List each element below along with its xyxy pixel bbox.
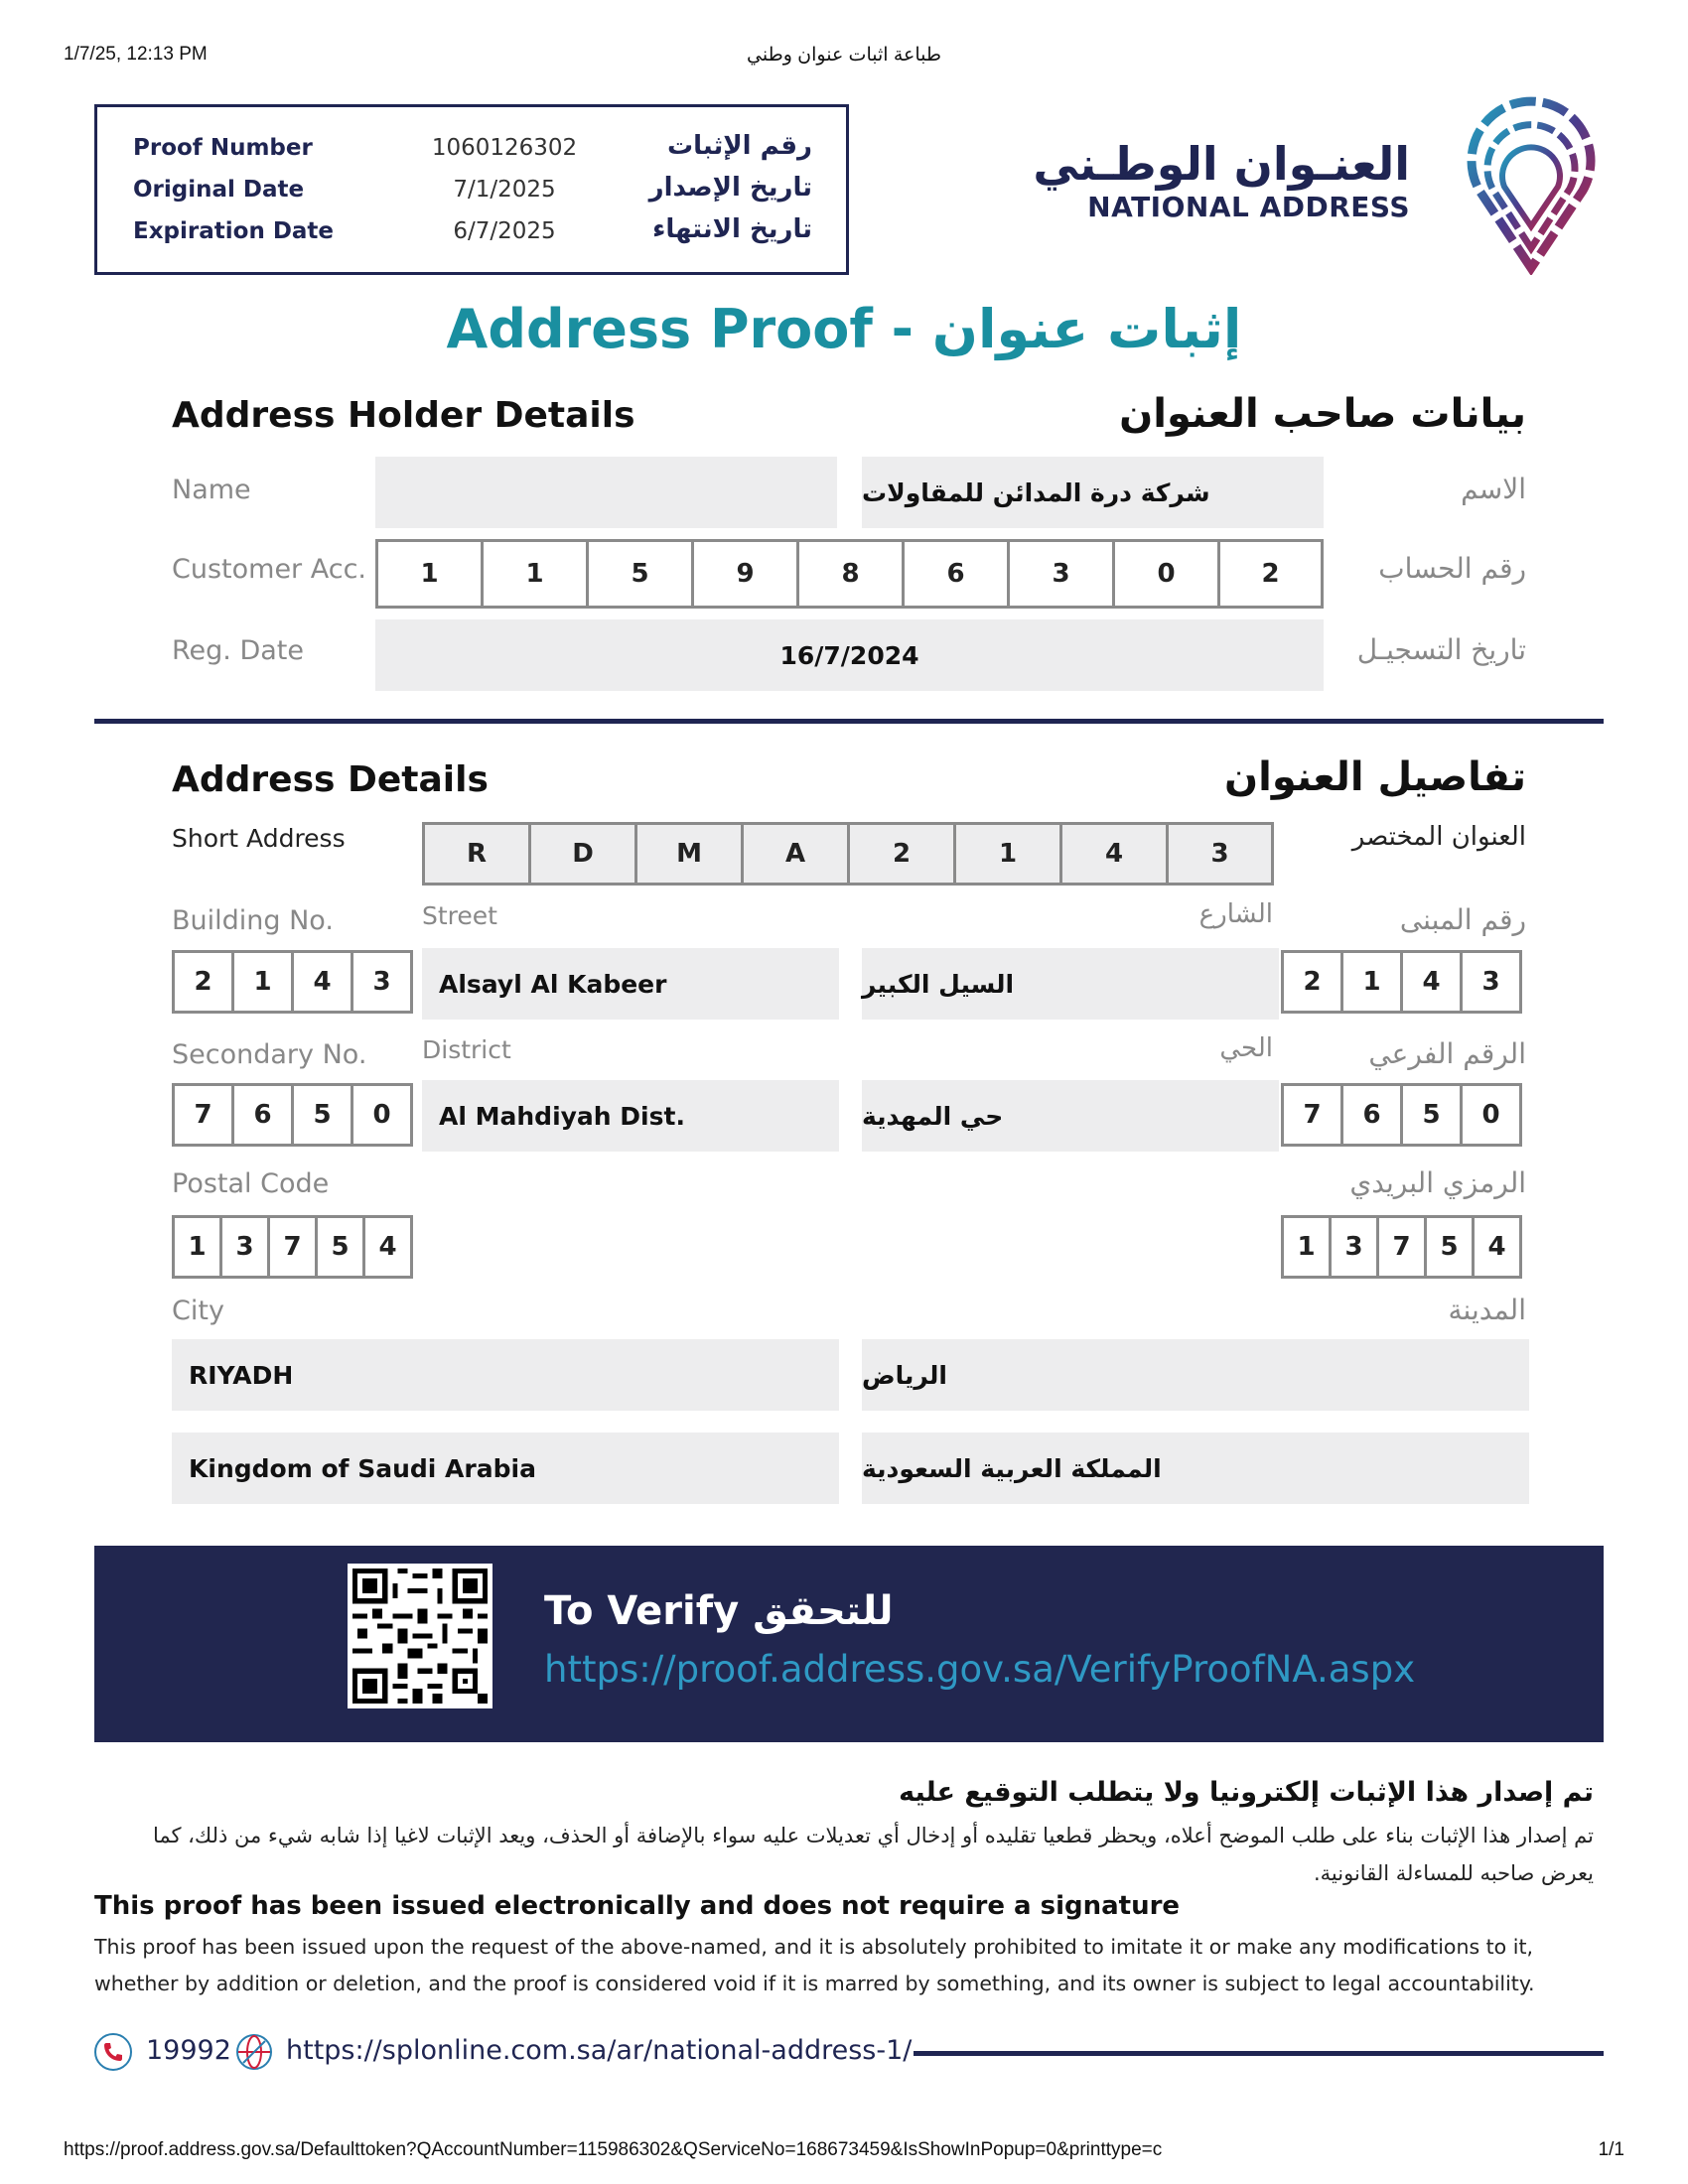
account-digit: 8 xyxy=(796,539,905,609)
name-value-ar: شركة درة المدائن للمقاولات xyxy=(862,478,1210,507)
city-label-ar: المدينة xyxy=(1448,1294,1526,1326)
reg-date-field xyxy=(375,619,1324,691)
short-address-char: A xyxy=(741,822,850,886)
postal-label-ar: الرمزي البريدي xyxy=(1349,1166,1526,1199)
account-digit: 6 xyxy=(902,539,1010,609)
country-value-en: Kingdom of Saudi Arabia xyxy=(189,1453,536,1483)
postal-digit: 3 xyxy=(219,1215,270,1279)
short-address-label-ar: العنوان المختصر xyxy=(1351,822,1526,852)
postal-digit: 4 xyxy=(1472,1215,1522,1279)
short-address-char: D xyxy=(528,822,637,886)
section-divider xyxy=(94,719,1604,724)
building-digit: 3 xyxy=(351,950,413,1014)
postal-digit: 7 xyxy=(267,1215,318,1279)
street-field-ar xyxy=(862,948,1279,1020)
notice-title-ar: تم إصدار هذا الإثبات إلكترونيا ولا يتطلب التوقيع عليه xyxy=(899,1777,1594,1808)
street-field-en xyxy=(422,948,839,1020)
short-address-char: 1 xyxy=(953,822,1062,886)
secondary-label-ar: الرقم الفرعي xyxy=(1368,1037,1526,1070)
district-value-ar: حي المهدية xyxy=(862,1101,1004,1131)
print-datetime: 1/7/25, 12:13 PM xyxy=(64,44,208,65)
globe-icon xyxy=(235,2033,273,2071)
street-value-ar: السيل الكبير xyxy=(862,969,1015,999)
district-field-ar xyxy=(862,1080,1279,1152)
street-label-en: Street xyxy=(422,901,497,930)
proof-info-box xyxy=(94,104,849,275)
district-label-en: District xyxy=(422,1035,511,1064)
city-value-en: RIYADH xyxy=(189,1360,294,1390)
secondary-digit: 0 xyxy=(351,1083,413,1147)
footer-divider xyxy=(914,2051,1604,2056)
postal-digit: 1 xyxy=(1281,1215,1332,1279)
country-field-en xyxy=(172,1433,839,1504)
district-value-en: Al Mahdiyah Dist. xyxy=(439,1101,685,1131)
logo-text-en: NATIONAL ADDRESS xyxy=(1087,191,1410,223)
city-field-en xyxy=(172,1339,839,1411)
building-digit: 2 xyxy=(1281,950,1343,1014)
print-page-number: 1/1 xyxy=(1598,2139,1624,2160)
building-digit: 2 xyxy=(172,950,234,1014)
account-label-en: Customer Acc. xyxy=(172,554,367,585)
account-digit: 2 xyxy=(1217,539,1324,609)
secondary-digit: 5 xyxy=(1400,1083,1463,1147)
postal-digit: 5 xyxy=(1424,1215,1475,1279)
building-digit: 3 xyxy=(1460,950,1522,1014)
country-field-ar xyxy=(862,1433,1529,1504)
account-label-ar: رقم الحساب xyxy=(1378,552,1526,585)
original-date-row xyxy=(97,173,846,212)
account-number-cells xyxy=(375,539,1324,609)
account-digit: 1 xyxy=(481,539,589,609)
secondary-digit: 6 xyxy=(1340,1083,1403,1147)
district-label-ar: الحي xyxy=(1219,1033,1273,1063)
proof-number-label-en: Proof Number xyxy=(133,135,313,161)
holder-title-en: Address Holder Details xyxy=(172,395,635,436)
building-label-en: Building No. xyxy=(172,905,334,936)
proof-number-row xyxy=(97,131,846,171)
national-address-logo-icon xyxy=(1445,91,1618,275)
postal-label-en: Postal Code xyxy=(172,1168,330,1199)
building-label-ar: رقم المبنى xyxy=(1399,903,1526,936)
district-field-en xyxy=(422,1080,839,1152)
notice-body-ar: تم إصدار هذا الإثبات بناء على طلب الموضح أعلاه، ويحظر قطعيا تقليده أو إدخال أي تعديلات عليه سواء بالإضافة أو الحذف، ويعد الإثبات لاغيا إذا شابه شيء من ذلك، كما يعرض صاحبه للمساءلة القانونية. xyxy=(152,1824,1594,1885)
secondary-digit: 0 xyxy=(1460,1083,1522,1147)
name-field-ar xyxy=(862,457,1324,528)
postal-code-cells-en xyxy=(172,1215,413,1279)
short-address-char: 4 xyxy=(1059,822,1169,886)
short-address-char: R xyxy=(422,822,531,886)
secondary-digit: 7 xyxy=(1281,1083,1343,1147)
account-digit: 9 xyxy=(691,539,799,609)
secondary-digit: 6 xyxy=(231,1083,294,1147)
original-date-value: 7/1/2025 xyxy=(453,177,556,203)
reg-date-label-ar: تاريخ التسجيـل xyxy=(1356,633,1526,666)
postal-digit: 5 xyxy=(315,1215,365,1279)
building-digit: 1 xyxy=(231,950,294,1014)
short-address-char: 3 xyxy=(1166,822,1274,886)
city-field-ar xyxy=(862,1339,1529,1411)
postal-digit: 3 xyxy=(1329,1215,1379,1279)
short-address-char: 2 xyxy=(847,822,956,886)
building-digit: 4 xyxy=(291,950,353,1014)
secondary-digit: 5 xyxy=(291,1083,353,1147)
postal-digit: 1 xyxy=(172,1215,222,1279)
verify-link[interactable]: https://proof.address.gov.sa/VerifyProofNA.aspx xyxy=(544,1648,1416,1691)
proof-number-value: 1060126302 xyxy=(431,135,578,161)
building-digit: 1 xyxy=(1340,950,1403,1014)
secondary-digit: 7 xyxy=(172,1083,234,1147)
postal-code-cells-ar xyxy=(1281,1215,1522,1279)
logo-text-ar: العنـوان الوطـني xyxy=(1033,137,1410,191)
reg-date-label-en: Reg. Date xyxy=(172,635,304,666)
name-label-en: Name xyxy=(172,475,251,505)
building-number-cells-en xyxy=(172,950,413,1014)
address-title-ar: تفاصيل العنوان xyxy=(1223,754,1526,800)
address-title-en: Address Details xyxy=(172,759,489,800)
phone-number[interactable]: 19992 xyxy=(146,2035,231,2066)
name-field-en xyxy=(375,457,837,528)
main-title: Address Proof - إثبات عنوان xyxy=(446,298,1242,360)
expiration-date-row xyxy=(97,214,846,254)
expiration-date-label-ar: تاريخ الانتهاء xyxy=(652,214,812,244)
account-digit: 0 xyxy=(1112,539,1220,609)
website-link[interactable]: https://splonline.com.sa/ar/national-address-1/ xyxy=(286,2035,913,2066)
short-address-label-en: Short Address xyxy=(172,824,346,853)
verify-banner xyxy=(94,1546,1604,1742)
notice-title-en: This proof has been issued electronically and does not require a signature xyxy=(94,1891,1181,1921)
print-url: https://proof.address.gov.sa/Defaulttoken?QAccountNumber=115986302&QServiceNo=168673459&IsShowInPopup=0&printtype=c xyxy=(64,2139,1163,2160)
secondary-number-cells-ar xyxy=(1281,1083,1522,1147)
name-label-ar: الاسم xyxy=(1461,473,1526,505)
postal-digit: 4 xyxy=(362,1215,413,1279)
short-address-cells xyxy=(422,822,1274,886)
holder-title-ar: بيانات صاحب العنوان xyxy=(1119,391,1526,437)
short-address-char: M xyxy=(634,822,744,886)
notice-body-en: This proof has been issued upon the request of the above-named, and it is absolutely prohibited to imitate it or make any modifications to it, whether by addition or deletion, and the proof is considered void if it is marred by something, and its owner is subject to legal accountability. xyxy=(94,1935,1535,1995)
account-digit: 3 xyxy=(1007,539,1115,609)
secondary-number-cells-en xyxy=(172,1083,413,1147)
expiration-date-value: 6/7/2025 xyxy=(453,218,556,244)
original-date-label-ar: تاريخ الإصدار xyxy=(648,173,812,203)
city-label-en: City xyxy=(172,1296,224,1326)
verify-title: To Verify للتحقق xyxy=(544,1588,894,1634)
print-title: طباعة اثبات عنوان وطني xyxy=(747,45,941,66)
secondary-label-en: Secondary No. xyxy=(172,1039,367,1070)
postal-digit: 7 xyxy=(1376,1215,1427,1279)
country-value-ar: المملكة العربية السعودية xyxy=(862,1453,1162,1483)
street-label-ar: الشارع xyxy=(1198,899,1273,929)
proof-number-label-ar: رقم الإثبات xyxy=(667,131,812,161)
original-date-label-en: Original Date xyxy=(133,177,305,203)
account-digit: 5 xyxy=(586,539,694,609)
street-value-en: Alsayl Al Kabeer xyxy=(439,969,667,999)
city-value-ar: الرياض xyxy=(862,1360,947,1390)
qr-code-icon[interactable] xyxy=(348,1564,492,1708)
building-number-cells-ar xyxy=(1281,950,1522,1014)
reg-date-value: 16/7/2024 xyxy=(779,640,919,670)
phone-icon xyxy=(94,2033,132,2071)
account-digit: 1 xyxy=(375,539,484,609)
building-digit: 4 xyxy=(1400,950,1463,1014)
expiration-date-label-en: Expiration Date xyxy=(133,218,335,244)
